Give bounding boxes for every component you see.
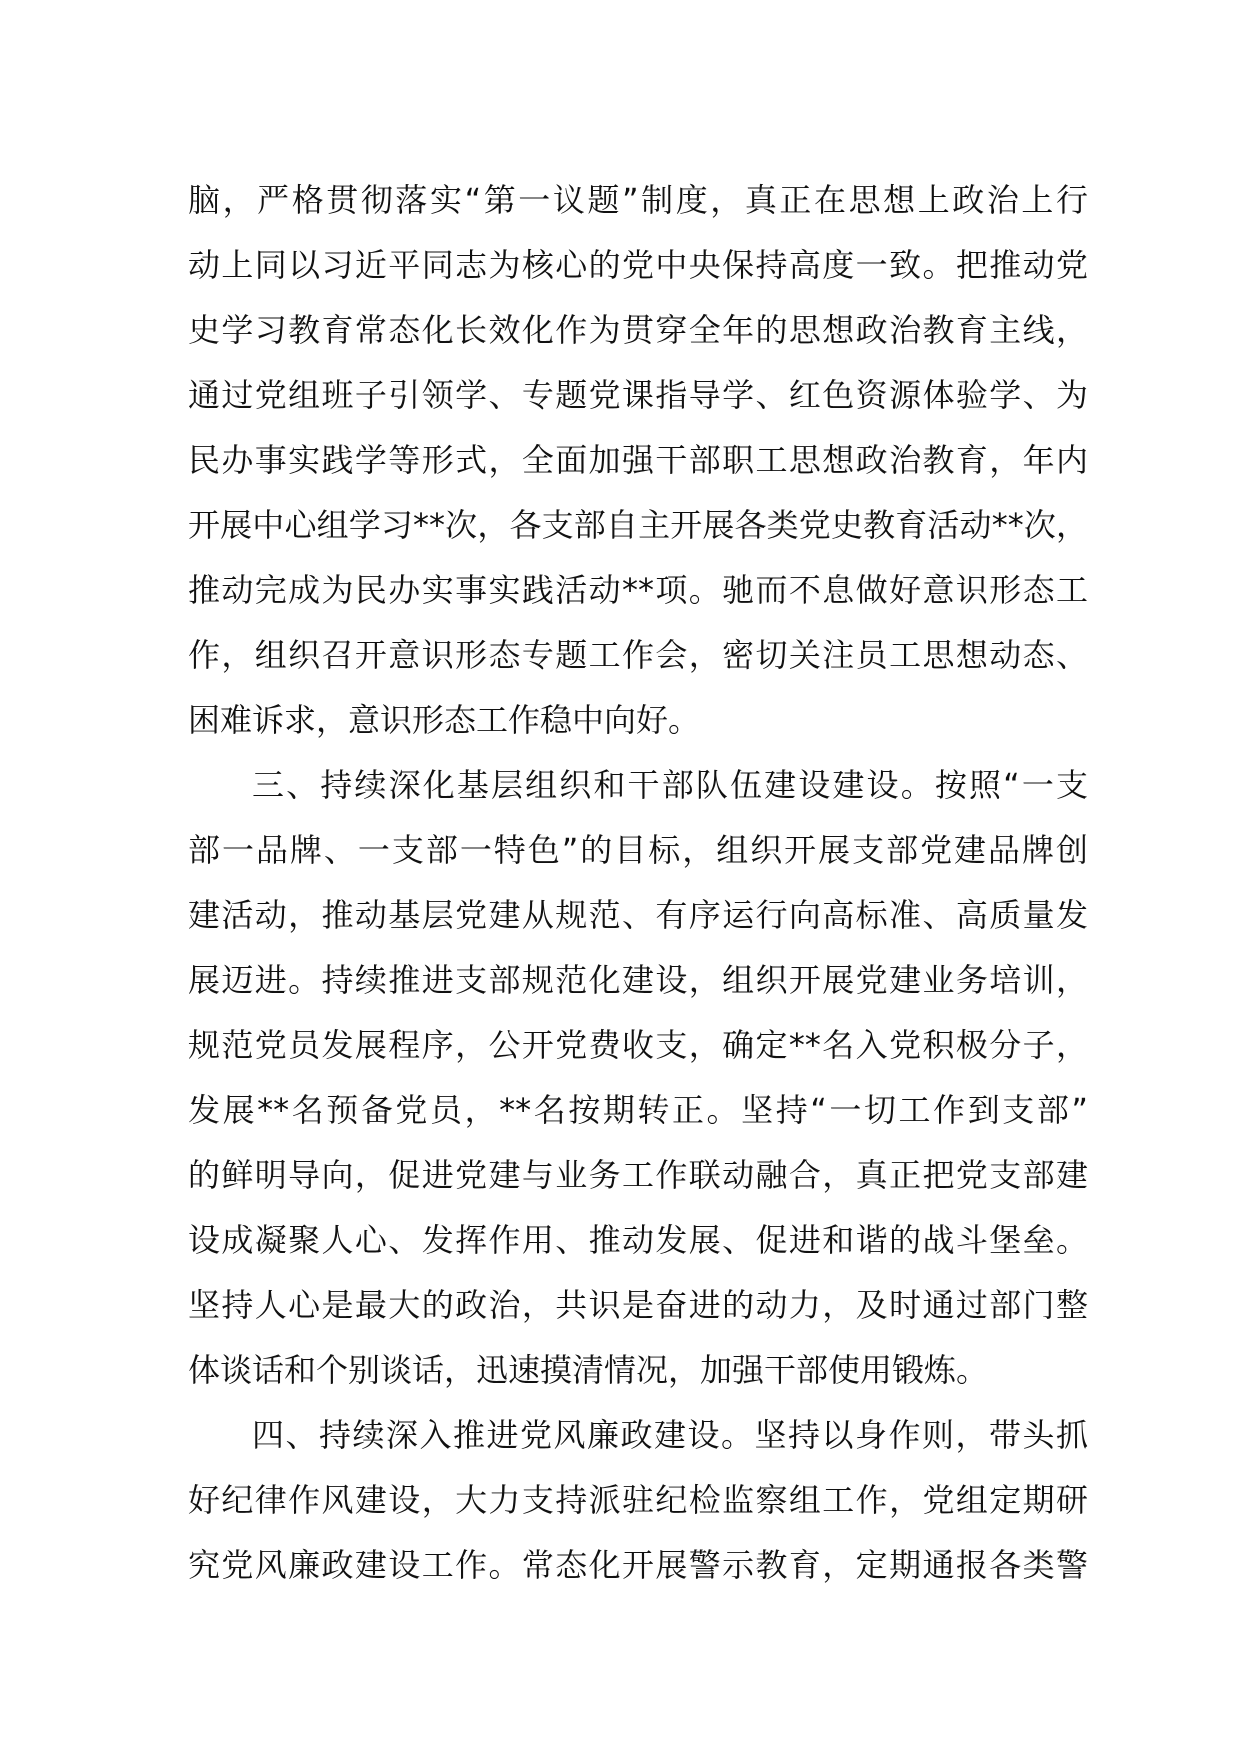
text-line: 动上同以习近平同志为核心的党中央保持高度一致。把推动党 <box>188 246 1088 284</box>
text-line: 民办事实践学等形式，全面加强干部职工思想政治教育，年内 <box>188 441 1088 479</box>
text-line: 规范党员发展程序，公开党费收支，确定**名入党积极分子， <box>188 1026 1088 1064</box>
text-line: 发展**名预备党员，**名按期转正。坚持“一切工作到支部” <box>188 1091 1088 1129</box>
text-line: 开展中心组学习**次，各支部自主开展各类党史教育活动**次， <box>188 506 1088 544</box>
text-line: 四、持续深入推进党风廉政建设。坚持以身作则，带头抓 <box>252 1416 1088 1454</box>
text-line: 坚持人心是最大的政治，共识是奋进的动力，及时通过部门整 <box>188 1286 1088 1324</box>
text-line: 部一品牌、一支部一特色”的目标，组织开展支部党建品牌创 <box>188 831 1088 869</box>
text-line: 困难诉求，意识形态工作稳中向好。 <box>188 701 701 739</box>
text-line: 推动完成为民办实事实践活动**项。驰而不息做好意识形态工 <box>188 571 1088 609</box>
text-line: 三、持续深化基层组织和干部队伍建设建设。按照“一支 <box>252 766 1088 804</box>
text-line: 建活动，推动基层党建从规范、有序运行向高标准、高质量发 <box>188 896 1088 934</box>
text-line: 的鲜明导向，促进党建与业务工作联动融合，真正把党支部建 <box>188 1156 1088 1194</box>
text-line: 作，组织召开意识形态专题工作会，密切关注员工思想动态、 <box>188 636 1088 674</box>
text-line: 史学习教育常态化长效化作为贯穿全年的思想政治教育主线， <box>188 311 1088 349</box>
text-line: 展迈进。持续推进支部规范化建设，组织开展党建业务培训， <box>188 961 1088 999</box>
text-line: 脑，严格贯彻落实“第一议题”制度，真正在思想上政治上行 <box>188 181 1088 219</box>
paragraph <box>188 753 1088 1403</box>
text-line: 好纪律作风建设，大力支持派驻纪检监察组工作，党组定期研 <box>188 1481 1088 1519</box>
text-line: 设成凝聚人心、发挥作用、推动发展、促进和谐的战斗堡垒。 <box>188 1221 1088 1259</box>
paragraph <box>188 1403 1088 1598</box>
paragraph <box>188 168 1088 753</box>
text-line: 通过党组班子引领学、专题党课指导学、红色资源体验学、为 <box>188 376 1088 414</box>
document-body <box>188 168 1088 1598</box>
text-line: 体谈话和个别谈话，迅速摸清情况，加强干部使用锻炼。 <box>188 1351 989 1389</box>
text-line: 究党风廉政建设工作。常态化开展警示教育，定期通报各类警 <box>188 1546 1088 1584</box>
